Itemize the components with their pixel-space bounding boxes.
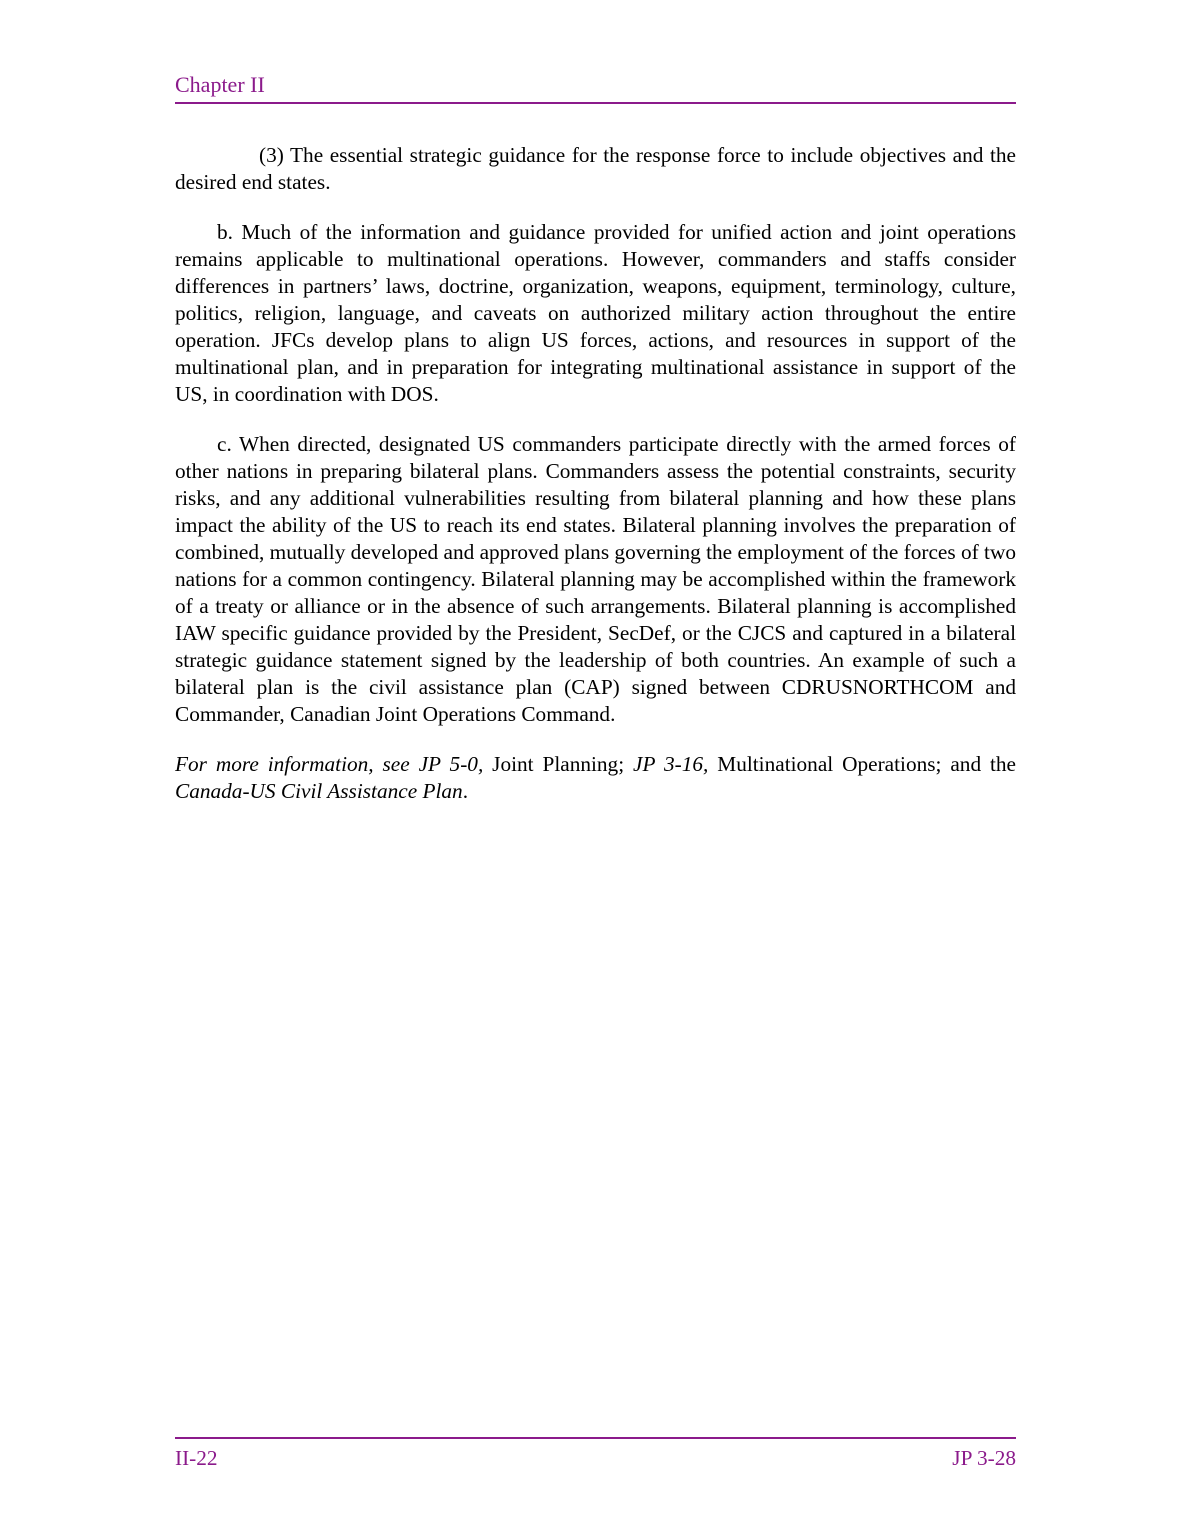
reference-note bbox=[175, 751, 1016, 805]
reference-lead: For more information, see JP 5-0, bbox=[175, 752, 484, 776]
footer-divider bbox=[175, 1437, 1016, 1439]
chapter-title: Chapter II bbox=[175, 72, 265, 97]
paragraph-3: (3) The essential strategic guidance for the response force to include objectives and the desired end states. bbox=[175, 143, 1016, 194]
reference-text-1: Joint Planning; bbox=[483, 752, 634, 776]
reference-plan-title: Canada-US Civil Assistance Plan bbox=[175, 779, 463, 803]
reference-text-2: Multinational Operations; and the bbox=[708, 752, 1017, 776]
paragraph-b: b. Much of the information and guidance provided for unified action and joint operations remains applicable to multinational operations. However, commanders and staffs consider differences in partners’ laws, doctrine, organization, weapons, equipment, terminology, culture, politics, religion, language, and caveats on authorized military action throughout the entire operation. JFCs develop plans to align US forces, actions, and resources in support of the multinational plan, and in preparation for integrating multinational assistance in support of the US, in coordination with DOS. bbox=[175, 220, 1016, 406]
page-number: II-22 bbox=[175, 1446, 218, 1470]
page-header bbox=[175, 70, 1016, 104]
publication-id: JP 3-28 bbox=[952, 1446, 1016, 1470]
reference-jp316: JP 3-16, bbox=[633, 752, 709, 776]
page-body bbox=[175, 142, 1016, 828]
paragraph-c: c. When directed, designated US commanders participate directly with the armed forces of other nations in preparing bilateral plans. Commanders assess the potential constraints, security risks, and any additional vulnerabilities resulting from bilateral planning and how these plans impact the ability of the US to reach its end states. Bilateral planning involves the preparation of combined, mutually developed and approved plans governing the employment of the forces of two nations for a common contingency. Bilateral planning may be accomplished within the framework of a treaty or alliance or in the absence of such arrangements. Bilateral planning is accomplished IAW specific guidance provided by the President, SecDef, or the CJCS and captured in a bilateral strategic guidance statement signed by the leadership of both countries. An example of such a bilateral plan is the civil assistance plan (CAP) signed between CDRUSNORTHCOM and Commander, Canadian Joint Operations Command. bbox=[175, 432, 1016, 726]
reference-end: . bbox=[462, 779, 469, 803]
